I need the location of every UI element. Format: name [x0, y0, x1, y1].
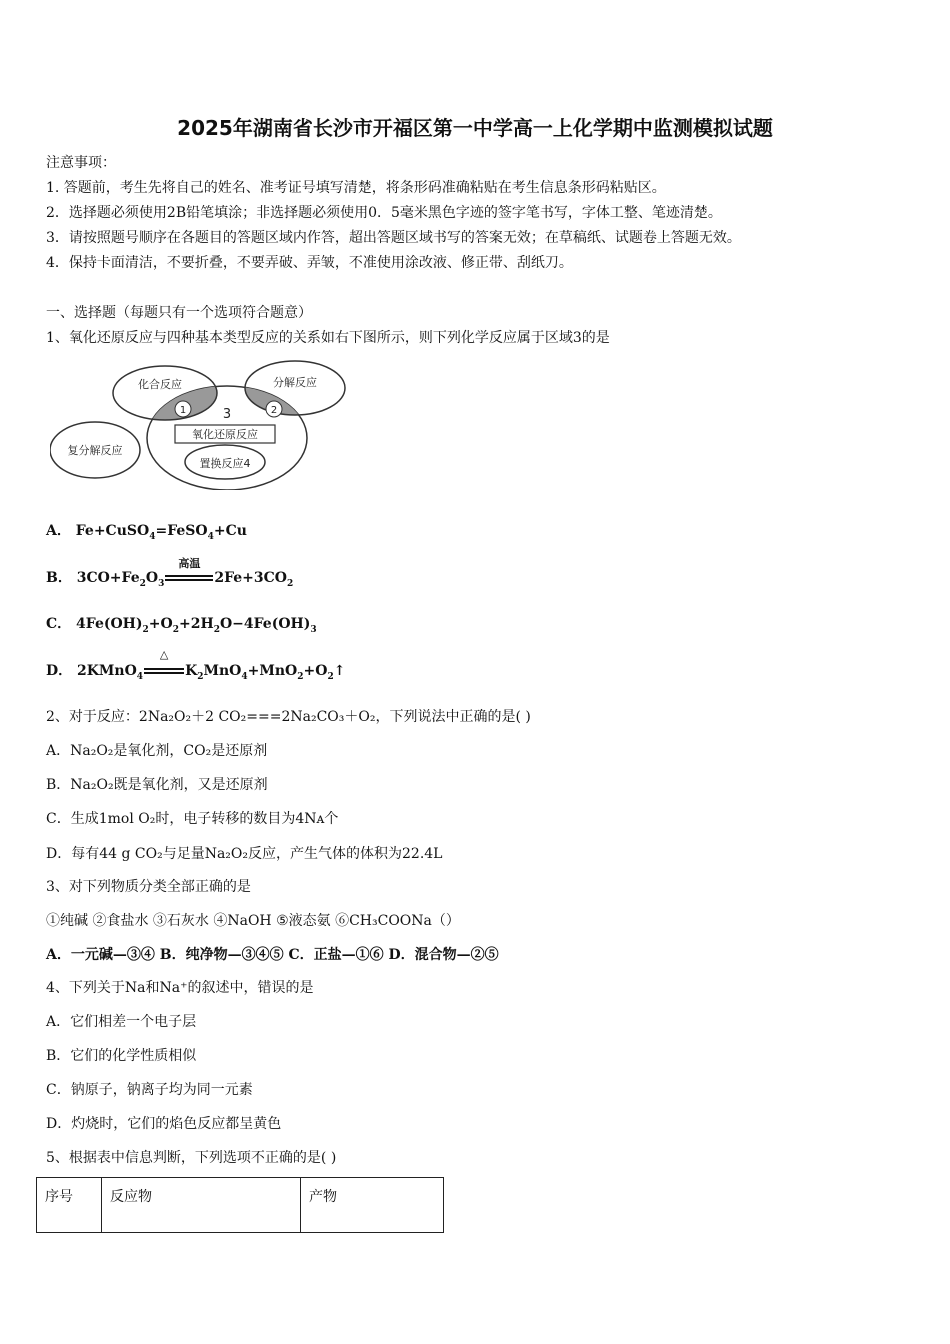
q2-option-a: A．Na₂O₂是氧化剂，CO₂是还原剂: [46, 743, 268, 759]
q4-option-d: D．灼烧时，它们的焰色反应都呈黄色: [46, 1116, 282, 1132]
replacement-label: 置换反应4: [199, 457, 251, 470]
q2-option-c: C．生成1mol O₂时，电子转移的数目为4Nᴀ个: [46, 811, 339, 827]
q1-stem: 1、氧化还原反应与四种基本类型反应的关系如右下图所示，则下列化学反应属于区域3的是: [46, 330, 610, 346]
q2-option-d: D．每有44 g CO₂与足量Na₂O₂反应，产生气体的体积为22.4L: [46, 846, 443, 862]
reaction-type-diagram: [50, 360, 350, 490]
q4-option-c: C．钠原子，钠离子均为同一元素: [46, 1082, 253, 1098]
double-decomposition-label: 复分解反应: [67, 444, 123, 457]
region-1-label: 1: [179, 405, 187, 416]
q4-stem: 4、下列关于Na和Na⁺的叙述中，错误的是: [46, 980, 314, 996]
q1-option-d: D． 2KMnO$_4$ △ $K_2MnO_4+MnO_2+O_2↑$: [46, 648, 346, 682]
combination-label: 化合反应: [138, 378, 182, 391]
q4-option-a: A．它们相差一个电子层: [46, 1014, 197, 1030]
q2-stem: 2、对于反应：2Na₂O₂＋2 CO₂===2Na₂CO₃＋O₂，下列说法中正确的是( ): [46, 709, 531, 725]
notice-item-4: 4．保持卡面清洁，不要折叠，不要弄破、弄皱，不准使用涂改液、修正带、刮纸刀。: [46, 255, 573, 271]
q5-stem: 5、根据表中信息判断，下列选项不正确的是( ): [46, 1150, 337, 1166]
table-row: [37, 1178, 444, 1233]
notice-heading: 注意事项：: [46, 155, 116, 171]
q3-options: A．一元碱—③④ B．纯净物—③④⑤ C．正盐—①⑥ D．混合物—②⑤: [46, 947, 499, 963]
notice-item-2: 2．选择题必须使用2B铅笔填涂；非选择题必须使用0．5毫米黑色字迹的签字笔书写，字体工整、笔迹清楚。: [46, 205, 722, 221]
redox-label: 氧化还原反应: [192, 428, 258, 441]
heat-arrow: △: [144, 664, 184, 678]
page-title: 2025年湖南省长沙市开福区第一中学高一上化学期中监测模拟试题: [177, 116, 773, 140]
q2-option-b: B．Na₂O₂既是氧化剂，又是还原剂: [46, 777, 268, 793]
table-header-cell: 序号: [37, 1178, 102, 1233]
high-temp-arrow: 高温: [165, 571, 213, 585]
region-3-label: 3: [222, 407, 232, 422]
region-2-label: 2: [270, 405, 278, 416]
q1-option-b: B． $3CO+Fe_2O_3$ 高温 $2Fe+3CO_2$: [46, 557, 294, 589]
q3-items: ①纯碱 ②食盐水 ③石灰水 ④NaOH ⑤液态氨 ⑥CH₃COONa（）: [46, 913, 460, 929]
section-heading: 一、选择题（每题只有一个选项符合题意）: [46, 305, 312, 321]
q4-option-b: B．它们的化学性质相似: [46, 1048, 197, 1064]
notice-item-1: 1. 答题前，考生先将自己的姓名、准考证号填写清楚，将条形码准确粘贴在考生信息条形码粘贴区。: [46, 180, 666, 196]
decomposition-label: 分解反应: [273, 376, 317, 389]
notice-item-3: 3．请按照题号顺序在各题目的答题区域内作答，超出答题区域书写的答案无效；在草稿纸、试题卷上答题无效。: [46, 230, 741, 246]
q1-option-c: C． $4Fe(OH)_2+O_2+2H_2O-4Fe(OH)_3$: [46, 616, 317, 635]
table-header-cell: 反应物: [102, 1178, 301, 1233]
q1-option-a: A． Fe+CuSO$_4$=FeSO$_4$+Cu: [46, 523, 247, 542]
table-header-cell: 产物: [301, 1178, 444, 1233]
q3-stem: 3、对下列物质分类全部正确的是: [46, 879, 251, 895]
q5-table: [36, 1177, 444, 1233]
